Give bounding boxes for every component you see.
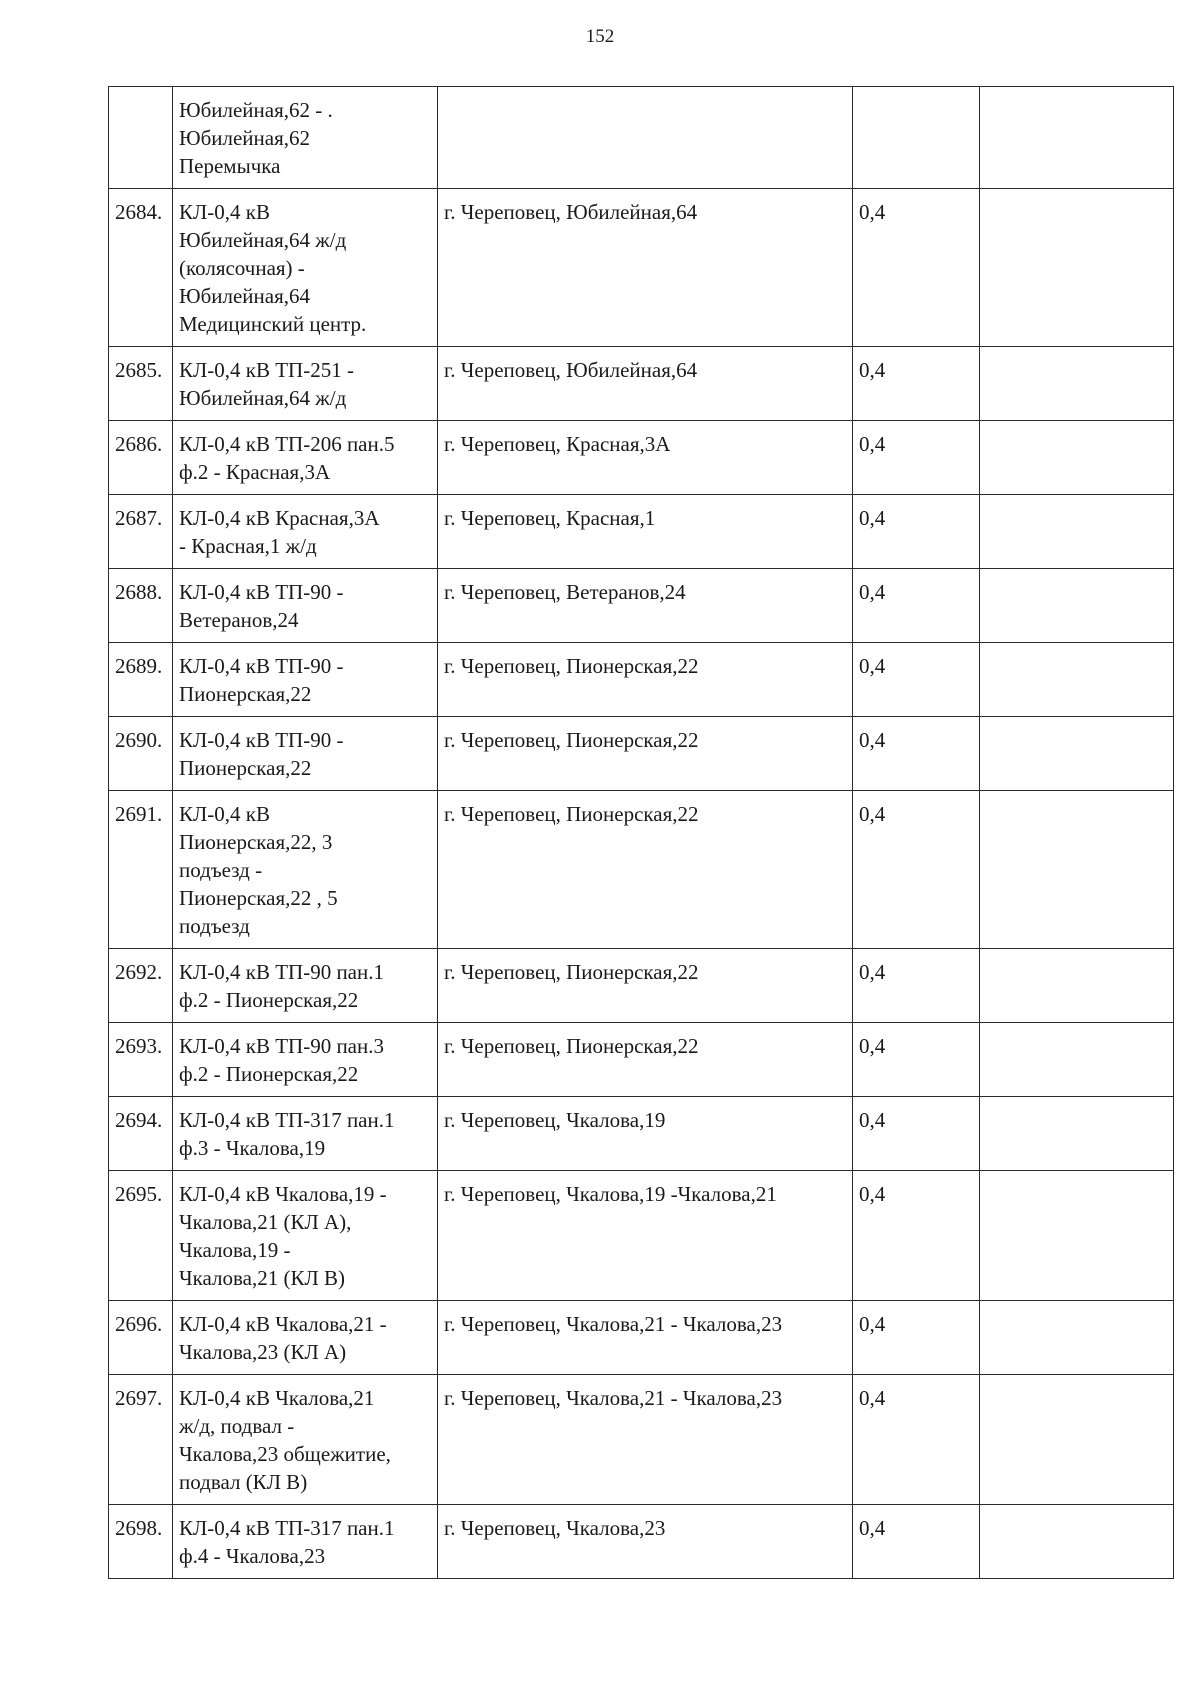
line-address: г. Череповец, Красная,3А	[438, 421, 853, 495]
line-name: КЛ-0,4 кВ Чкалова,19 - Чкалова,21 (КЛ А), Чкалова,19 - Чкалова,21 (КЛ В)	[173, 1171, 438, 1301]
line-address: г. Череповец, Чкалова,19 -Чкалова,21	[438, 1171, 853, 1301]
table-row	[109, 1505, 1174, 1579]
extra-cell	[980, 1301, 1174, 1375]
table-row	[109, 495, 1174, 569]
row-number	[109, 87, 173, 189]
row-number: 2684.	[109, 189, 173, 347]
extra-cell	[980, 1171, 1174, 1301]
line-name: Юбилейная,62 - . Юбилейная,62 Перемычка	[173, 87, 438, 189]
row-number: 2692.	[109, 949, 173, 1023]
line-address: г. Череповец, Чкалова,23	[438, 1505, 853, 1579]
table-row	[109, 791, 1174, 949]
line-name: КЛ-0,4 кВ ТП-317 пан.1 ф.4 - Чкалова,23	[173, 1505, 438, 1579]
extra-cell	[980, 347, 1174, 421]
line-address: г. Череповец, Юбилейная,64	[438, 189, 853, 347]
line-address: г. Череповец, Пионерская,22	[438, 643, 853, 717]
line-name: КЛ-0,4 кВ ТП-90 - Пионерская,22	[173, 717, 438, 791]
line-voltage: 0,4	[853, 495, 980, 569]
page-number: 152	[585, 26, 615, 47]
extra-cell	[980, 1375, 1174, 1505]
line-address: г. Череповец, Пионерская,22	[438, 949, 853, 1023]
extra-cell	[980, 1023, 1174, 1097]
row-number: 2687.	[109, 495, 173, 569]
line-address: г. Череповец, Чкалова,21 - Чкалова,23	[438, 1301, 853, 1375]
line-voltage: 0,4	[853, 1023, 980, 1097]
line-voltage: 0,4	[853, 643, 980, 717]
line-voltage: 0,4	[853, 1505, 980, 1579]
extra-cell	[980, 791, 1174, 949]
row-number: 2698.	[109, 1505, 173, 1579]
line-address: г. Череповец, Пионерская,22	[438, 1023, 853, 1097]
row-number: 2693.	[109, 1023, 173, 1097]
row-number: 2690.	[109, 717, 173, 791]
extra-cell	[980, 949, 1174, 1023]
table-row	[109, 949, 1174, 1023]
table-row	[109, 1301, 1174, 1375]
extra-cell	[980, 643, 1174, 717]
line-name: КЛ-0,4 кВ ТП-90 - Пионерская,22	[173, 643, 438, 717]
row-number: 2691.	[109, 791, 173, 949]
table-row	[109, 1023, 1174, 1097]
line-name: КЛ-0,4 кВ ТП-90 пан.3 ф.2 - Пионерская,22	[173, 1023, 438, 1097]
table-row	[109, 1375, 1174, 1505]
line-name: КЛ-0,4 кВ ТП-251 - Юбилейная,64 ж/д	[173, 347, 438, 421]
row-number: 2695.	[109, 1171, 173, 1301]
line-voltage: 0,4	[853, 949, 980, 1023]
line-name: КЛ-0,4 кВ ТП-90 пан.1 ф.2 - Пионерская,22	[173, 949, 438, 1023]
row-number: 2694.	[109, 1097, 173, 1171]
table-row	[109, 1097, 1174, 1171]
table-row	[109, 643, 1174, 717]
line-voltage: 0,4	[853, 1171, 980, 1301]
line-voltage: 0,4	[853, 1097, 980, 1171]
line-address	[438, 87, 853, 189]
table-row	[109, 87, 1174, 189]
line-address: г. Череповец, Чкалова,19	[438, 1097, 853, 1171]
line-name: КЛ-0,4 кВ Чкалова,21 - Чкалова,23 (КЛ А)	[173, 1301, 438, 1375]
row-number: 2686.	[109, 421, 173, 495]
line-name: КЛ-0,4 кВ Чкалова,21 ж/д, подвал - Чкалова,23 общежитие, подвал (КЛ В)	[173, 1375, 438, 1505]
cable-lines-table	[108, 86, 1174, 1579]
line-voltage: 0,4	[853, 347, 980, 421]
line-voltage: 0,4	[853, 1375, 980, 1505]
extra-cell	[980, 1097, 1174, 1171]
row-number: 2689.	[109, 643, 173, 717]
table-row	[109, 569, 1174, 643]
line-name: КЛ-0,4 кВ Пионерская,22, 3 подъезд - Пионерская,22 , 5 подъезд	[173, 791, 438, 949]
row-number: 2696.	[109, 1301, 173, 1375]
line-name: КЛ-0,4 кВ ТП-317 пан.1 ф.3 - Чкалова,19	[173, 1097, 438, 1171]
table-row	[109, 347, 1174, 421]
line-address: г. Череповец, Ветеранов,24	[438, 569, 853, 643]
extra-cell	[980, 569, 1174, 643]
line-name: КЛ-0,4 кВ ТП-90 - Ветеранов,24	[173, 569, 438, 643]
line-voltage: 0,4	[853, 569, 980, 643]
table-row	[109, 717, 1174, 791]
line-voltage: 0,4	[853, 717, 980, 791]
line-voltage	[853, 87, 980, 189]
line-address: г. Череповец, Юбилейная,64	[438, 347, 853, 421]
line-address: г. Череповец, Пионерская,22	[438, 717, 853, 791]
line-address: г. Череповец, Пионерская,22	[438, 791, 853, 949]
table-row	[109, 421, 1174, 495]
extra-cell	[980, 421, 1174, 495]
extra-cell	[980, 717, 1174, 791]
line-voltage: 0,4	[853, 189, 980, 347]
extra-cell	[980, 87, 1174, 189]
line-name: КЛ-0,4 кВ ТП-206 пан.5 ф.2 - Красная,3А	[173, 421, 438, 495]
line-address: г. Череповец, Чкалова,21 - Чкалова,23	[438, 1375, 853, 1505]
extra-cell	[980, 189, 1174, 347]
extra-cell	[980, 495, 1174, 569]
line-voltage: 0,4	[853, 421, 980, 495]
row-number: 2697.	[109, 1375, 173, 1505]
extra-cell	[980, 1505, 1174, 1579]
table-row	[109, 189, 1174, 347]
line-name: КЛ-0,4 кВ Красная,3А - Красная,1 ж/д	[173, 495, 438, 569]
table-row	[109, 1171, 1174, 1301]
row-number: 2688.	[109, 569, 173, 643]
line-address: г. Череповец, Красная,1	[438, 495, 853, 569]
row-number: 2685.	[109, 347, 173, 421]
line-name: КЛ-0,4 кВ Юбилейная,64 ж/д (колясочная) - Юбилейная,64 Медицинский центр.	[173, 189, 438, 347]
line-voltage: 0,4	[853, 1301, 980, 1375]
line-voltage: 0,4	[853, 791, 980, 949]
